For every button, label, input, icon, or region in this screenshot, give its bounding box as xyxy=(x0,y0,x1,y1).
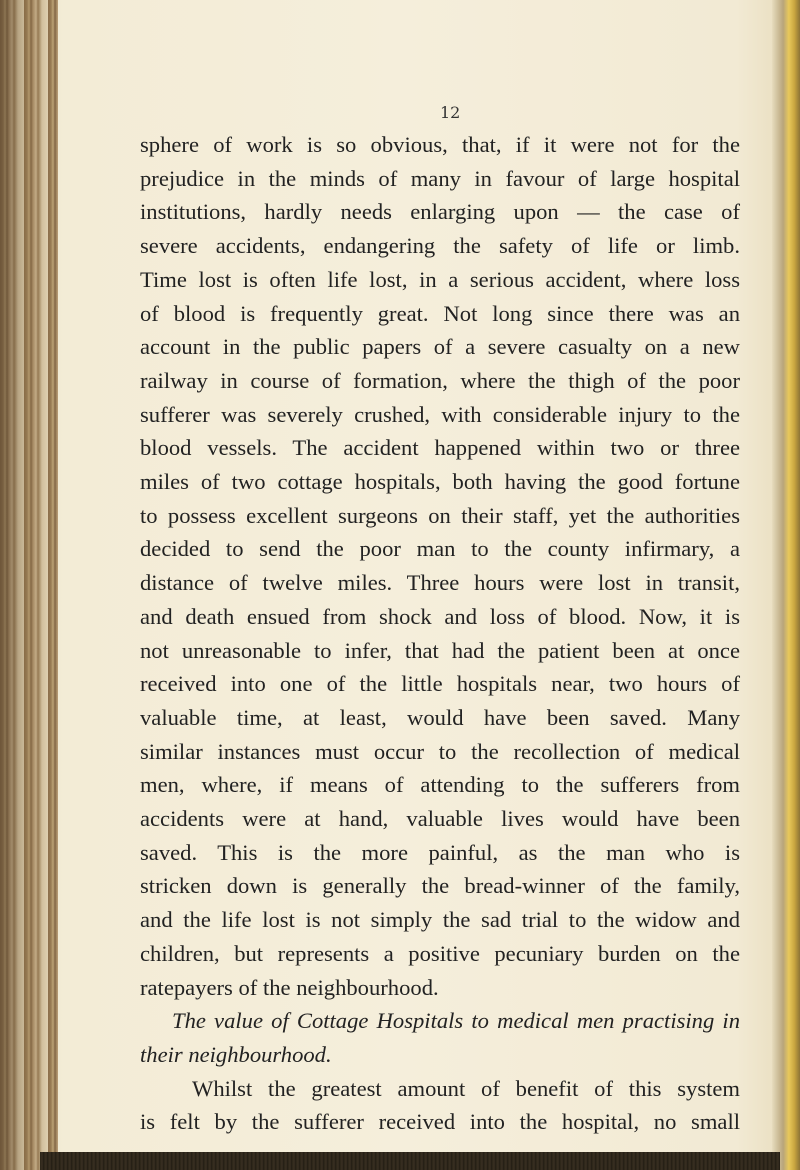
text-line: account in the public papers of a severe casualty on a new xyxy=(140,334,740,360)
page-fore-edge xyxy=(772,0,800,1170)
text-line: stricken down is generally the bread-winner of the family, xyxy=(140,873,740,899)
text-line: institutions, hardly needs enlarging upon — the case of xyxy=(140,199,740,225)
text-line: is felt by the sufferer received into the hospital, no small xyxy=(140,1109,740,1135)
text-line: severe accidents, endangering the safety of life or limb. xyxy=(140,233,740,259)
text-line: blood vessels. The accident happened within two or three xyxy=(140,435,740,461)
text-line: accidents were at hand, valuable lives would have been xyxy=(140,806,740,832)
text-line: Time lost is often life lost, in a serious accident, where loss xyxy=(140,266,740,292)
text-line: and death ensued from shock and loss of blood. Now, it is xyxy=(140,603,740,629)
text-line: sphere of work is so obvious, that, if it were not for the xyxy=(140,132,740,157)
text-line: railway in course of formation, where the thigh of the poor xyxy=(140,367,740,393)
text-line: children, but represents a positive pecuniary burden on the xyxy=(140,940,740,966)
text-line: ratepayers of the neighbourhood. xyxy=(140,974,439,1000)
book-spine-edge xyxy=(0,0,58,1170)
text-line: to possess excellent surgeons on their staff, yet the authorities xyxy=(140,502,740,528)
text-line: saved. This is the more painful, as the man who is xyxy=(140,839,740,865)
text-line: received into one of the little hospitals near, two hours of xyxy=(140,671,740,697)
text-line: and the life lost is not simply the sad trial to the widow and xyxy=(140,907,740,933)
text-line: sufferer was severely crushed, with considerable injury to the xyxy=(140,401,740,427)
page-bottom-edge xyxy=(40,1152,780,1170)
text-line: decided to send the poor man to the county infirmary, a xyxy=(140,536,740,562)
text-line: Whilst the greatest amount of benefit of this system xyxy=(192,1075,740,1101)
section-heading-continued: their neighbourhood. xyxy=(140,1041,332,1067)
text-line: similar instances must occur to the recollection of medical xyxy=(140,738,740,764)
text-line: miles of two cottage hospitals, both having the good fortune xyxy=(140,469,740,495)
section-heading: The value of Cottage Hospitals to medical men practising in xyxy=(172,1008,740,1034)
text-line: distance of twelve miles. Three hours were lost in transit, xyxy=(140,570,740,596)
body-text xyxy=(140,128,740,1139)
text-line: not unreasonable to infer, that had the patient been at once xyxy=(140,637,740,663)
text-line: men, where, if means of attending to the sufferers from xyxy=(140,772,740,798)
text-line: of blood is frequently great. Not long since there was an xyxy=(140,300,740,326)
text-line: prejudice in the minds of many in favour of large hospital xyxy=(140,165,740,191)
page-number: 12 xyxy=(440,103,461,122)
text-line: valuable time, at least, would have been saved. Many xyxy=(140,704,740,730)
